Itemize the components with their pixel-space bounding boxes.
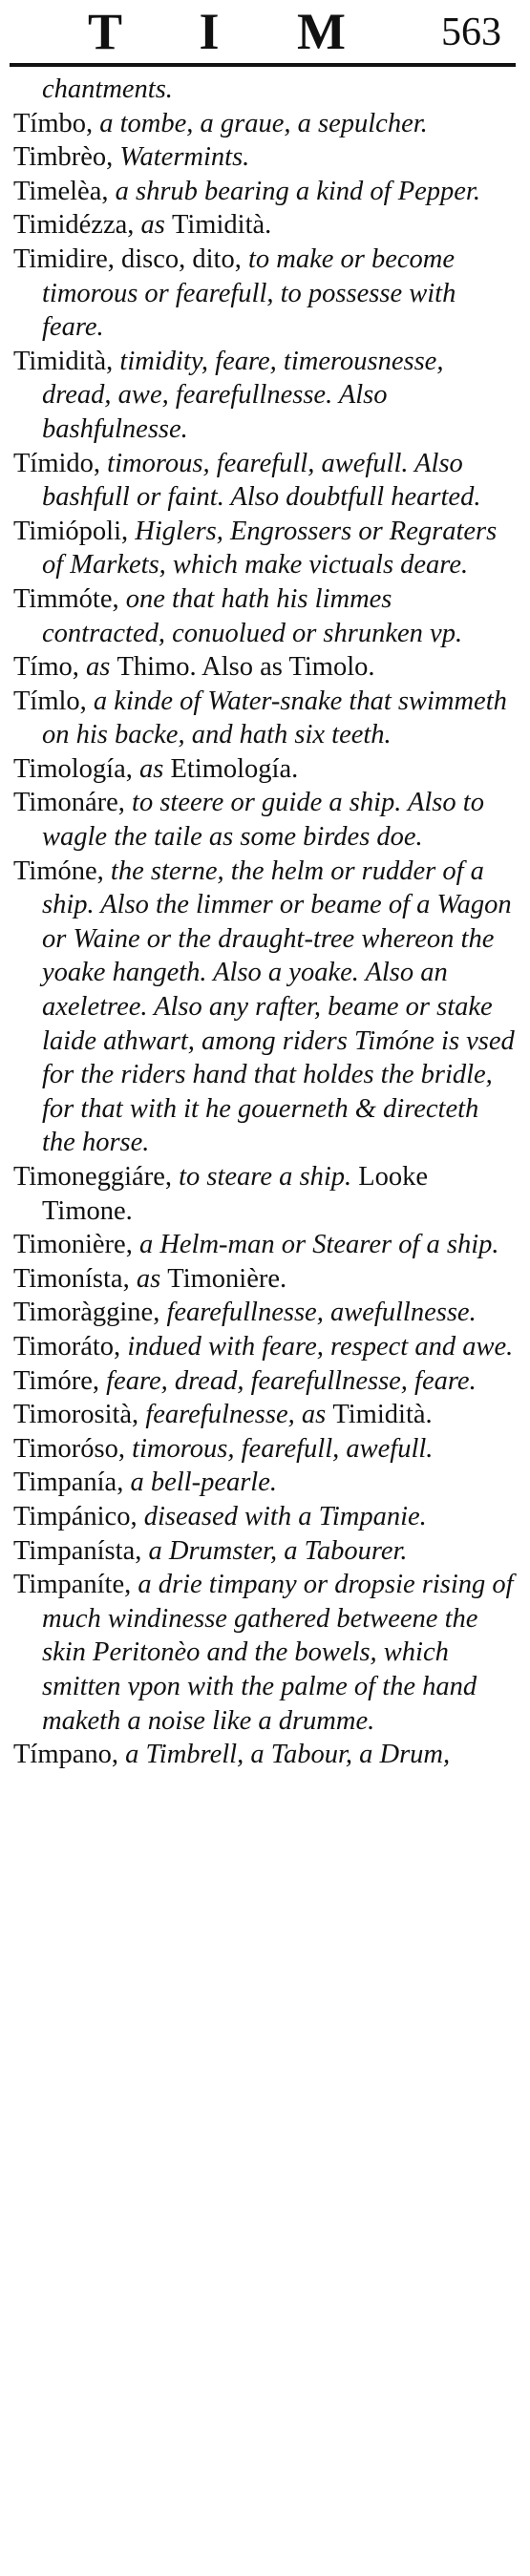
definition: to steare a ship.: [179, 1162, 359, 1192]
headword: Timelèa,: [13, 176, 116, 206]
dictionary-entry: [13, 1466, 518, 1500]
dictionary-entry: [13, 1534, 518, 1569]
dictionary-entry: [13, 1330, 518, 1364]
headword: Tímpano,: [13, 1740, 126, 1770]
headword: Timpanía,: [13, 1467, 131, 1498]
definition: as: [136, 1263, 168, 1294]
definition: a bell-pearle.: [130, 1467, 278, 1498]
running-head: T I M: [88, 3, 379, 60]
definition: as: [86, 652, 117, 683]
definition: diseased with a Timpanie.: [143, 1501, 427, 1531]
definition: a Drumster, a Tabourer.: [148, 1535, 408, 1566]
dictionary-entry: [13, 1398, 518, 1432]
definition: timorous, fearefull, awefull.: [132, 1433, 434, 1464]
dictionary-entry: [13, 582, 518, 650]
headword: Timidire, discо, dito,: [13, 243, 248, 274]
dictionary-entry: [13, 1364, 518, 1399]
definition: a shrub bearing a kind of Pepper.: [115, 176, 480, 206]
cross-reference: Timidità.: [171, 210, 272, 241]
cross-reference: Looke Timone.: [42, 1162, 429, 1226]
definition: a drie timpany or dropsie rising of much windinesse gathered betweene the skin Peritonèo and the bowels, which smitten vpon with the palme of the hand maketh a noise like a drumme.: [42, 1570, 514, 1736]
headword: Timidézza,: [13, 210, 141, 241]
dictionary-entry: [13, 175, 518, 209]
definition: a tombe, a graue, a sepulcher.: [99, 108, 428, 138]
dictionary-entry: [13, 1296, 518, 1330]
headword: Timoróso,: [13, 1433, 133, 1464]
dictionary-entry: [13, 1568, 518, 1738]
headword: Timorosità,: [13, 1400, 146, 1430]
headword: Timoràggine,: [13, 1298, 167, 1328]
dictionary-entry: [13, 650, 518, 685]
dictionary-column: [13, 73, 518, 1772]
definition: one that hath his limmes contracted, conuolued or shrunken vp.: [42, 583, 463, 648]
definition: indued with feare, respect and awe.: [127, 1331, 514, 1362]
definition: a kinde of Water-snake that swimmeth on his backe, and hath six teeth.: [42, 686, 507, 750]
cross-reference: Timonière.: [167, 1263, 287, 1294]
dictionary-entry: [13, 447, 518, 515]
definition: as: [140, 210, 172, 241]
definition: fearefullnesse, awefullnesse.: [166, 1298, 477, 1328]
headword: Tímo,: [13, 652, 86, 683]
dictionary-entry: [13, 786, 518, 854]
headword: Timóre,: [13, 1365, 107, 1396]
dictionary-entry: [13, 1432, 518, 1467]
dictionary-entry: [13, 345, 518, 447]
definition: timidity, feare, timerousnesse, dread, awe, fearefullnesse. Also bashfulnesse.: [42, 346, 444, 444]
definition: chantments.: [42, 74, 173, 104]
headword: Tímido,: [13, 448, 108, 478]
headword: Timoráto,: [13, 1331, 128, 1362]
dictionary-entry: [13, 1738, 518, 1772]
definition: a Helm-man or Stearer of a ship.: [138, 1230, 499, 1260]
dictionary-entry: [13, 140, 518, 175]
page-header: [0, 0, 530, 67]
cross-reference: Timidità.: [332, 1400, 433, 1430]
definition: timorous, fearefull, awefull. Also bashfull or faint. Also doubtfull hearted.: [42, 448, 481, 513]
dictionary-entry: [13, 1160, 518, 1228]
definition: fearefulnesse, as: [145, 1400, 333, 1430]
dictionary-entry: [13, 107, 518, 141]
dictionary-entry: [13, 1500, 518, 1534]
definition: feare, dread, fearefullnesse, feare.: [106, 1365, 477, 1396]
headword: Timpánico,: [13, 1501, 144, 1531]
headword: Timonière,: [13, 1230, 139, 1260]
page-number: 563: [441, 11, 501, 54]
header-rule: [10, 63, 516, 67]
headword: Timonáre,: [13, 788, 133, 818]
definition: as: [138, 753, 171, 784]
headword: Timmóte,: [13, 583, 126, 614]
headword: Timonísta,: [13, 1263, 137, 1294]
headword: Timóne,: [13, 855, 111, 886]
dictionary-entry: [13, 243, 518, 345]
dictionary-entry: [13, 73, 518, 107]
dictionary-entry: [13, 1262, 518, 1297]
dictionary-entry: [13, 208, 518, 243]
headword: Tímbo,: [13, 108, 100, 138]
dictionary-entry: [13, 855, 518, 1160]
dictionary-entry: [13, 515, 518, 582]
headword: Timiópoli,: [13, 516, 136, 546]
headword: Timpanísta,: [13, 1535, 149, 1566]
dictionary-entry: [13, 1228, 518, 1262]
definition: the sterne, the helm or rudder of a ship. Also the limmer or beame of a Wagon or Waine or the draught-tree whereon the yoake hangeth. Also a yoake. Also an axeletree. Also any rafter, beame or stake laide athwart, among riders Timóne is vsed for the riders hand that holdes the bridle, for that with it he gouerneth & directeth the horse.: [42, 855, 515, 1158]
cross-reference: Thimo. Also as Timolo.: [117, 652, 375, 683]
headword: Timología,: [13, 753, 139, 784]
definition: Watermints.: [119, 142, 250, 173]
headword: Timoneggiáre,: [13, 1162, 180, 1192]
headword: Tímlo,: [13, 686, 94, 716]
cross-reference: Etimología.: [170, 753, 299, 784]
dictionary-entry: [13, 685, 518, 752]
definition: to make or become timorous or fearefull, to possesse with feare.: [42, 243, 456, 343]
headword: Timpaníte,: [13, 1570, 138, 1600]
headword: Timidità,: [13, 346, 120, 376]
definition: to steere or guide a ship. Also to wagle the taile as some birdes doe.: [42, 788, 484, 853]
dictionary-entry: [13, 752, 518, 787]
definition: a Timbrell, a Tabour, a Drum,: [125, 1740, 451, 1770]
definition: Higlers, Engrossers or Regraters of Markets, which make victuals deare.: [42, 516, 498, 581]
headword: Timbrèo,: [13, 142, 120, 173]
